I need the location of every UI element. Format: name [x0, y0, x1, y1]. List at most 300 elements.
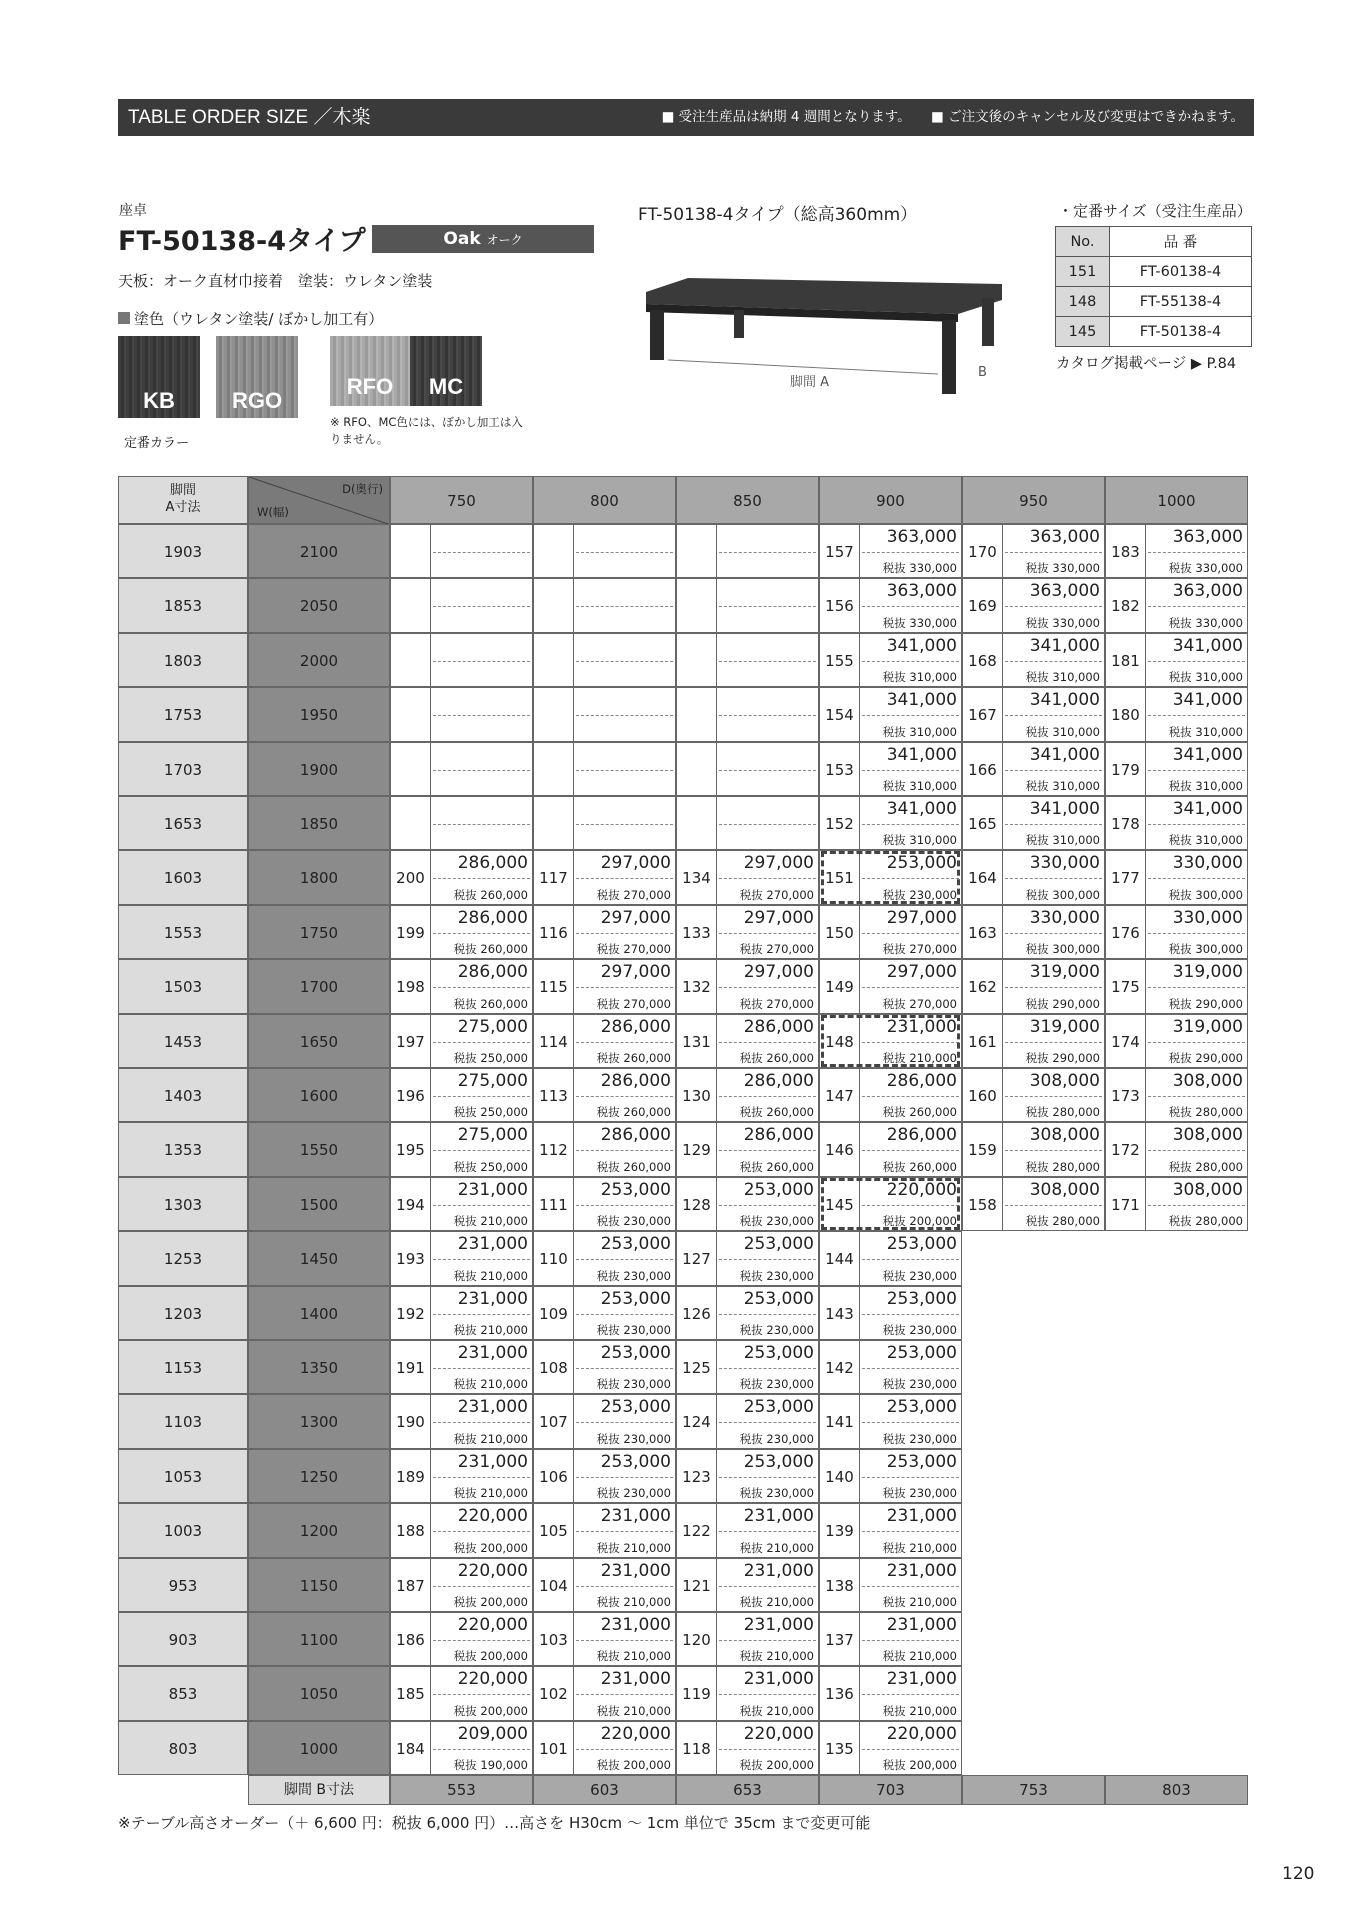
size-number: 109: [539, 1304, 568, 1323]
b-dimension-cell: [676, 1775, 819, 1805]
price-cell: [1145, 1177, 1248, 1231]
a-dimension-cell: [118, 1068, 248, 1122]
price-divider: [862, 933, 959, 934]
price-cell: [430, 1340, 533, 1394]
a-dimension-value: 1603: [163, 869, 203, 888]
size-number: 112: [539, 1141, 568, 1160]
price-cell: [573, 1394, 676, 1448]
price-without-tax: 税抜 230,000: [882, 887, 957, 902]
price-with-tax: 330,000: [1172, 907, 1243, 928]
price-divider: [862, 1314, 959, 1315]
price-cell: [430, 1122, 533, 1176]
price-grid: [118, 476, 1254, 1800]
a-dimension-value: 1753: [163, 706, 203, 725]
price-cell: [573, 796, 676, 850]
table-row: [1056, 317, 1252, 347]
table-leg-back-right: [982, 298, 994, 346]
price-cell: [573, 1449, 676, 1503]
price-without-tax: 税抜 280,000: [1025, 1214, 1100, 1229]
price-without-tax: 税抜 300,000: [1168, 942, 1243, 957]
price-divider: [576, 1259, 673, 1260]
dimension-label-b: B: [978, 365, 987, 380]
price-divider: [862, 606, 959, 607]
swatch-rfo: [330, 336, 410, 406]
a-dimension-value: 1653: [163, 815, 203, 833]
price-divider: [1005, 878, 1102, 879]
price-cell: [716, 578, 819, 632]
price-with-tax: 308,000: [1172, 1071, 1243, 1091]
price-with-tax: 286,000: [600, 1071, 671, 1091]
price-with-tax: 297,000: [886, 907, 957, 928]
price-without-tax: 税抜 290,000: [1025, 996, 1100, 1011]
size-number: 125: [682, 1359, 711, 1377]
price-without-tax: 税抜 210,000: [453, 1214, 528, 1229]
price-with-tax: 220,000: [886, 1723, 957, 1744]
size-number: 110: [539, 1250, 568, 1269]
price-divider: [1005, 1096, 1102, 1097]
size-number-cell: [533, 1612, 573, 1666]
a-dimension-cell: [118, 1122, 248, 1176]
footnote: ※テーブル高さオーダー（＋ 6,600 円：税抜 6,000 円）…高さを H30cm 〜 1cm 単位で 35cm まで変更可能: [118, 1814, 871, 1832]
table-leg-front-right: [942, 320, 956, 394]
a-dimension-cell: [118, 1721, 248, 1775]
price-with-tax: 341,000: [886, 635, 957, 656]
price-cell: [716, 1122, 819, 1176]
price-cell: [716, 796, 819, 850]
price-with-tax: 308,000: [1029, 1179, 1100, 1200]
price-cell: [430, 1612, 533, 1666]
b-dimension-label-cell: [248, 1775, 390, 1805]
price-cell: [1145, 905, 1248, 959]
price-without-tax: 税抜 330,000: [1025, 615, 1100, 630]
a-dimension-value: 1053: [163, 1467, 203, 1486]
w-dimension-value: 1350: [299, 1359, 339, 1377]
size-number-cell: [390, 1558, 430, 1612]
size-number: 147: [825, 1087, 854, 1105]
size-number: 185: [396, 1685, 425, 1704]
depth-header-label: 750: [447, 492, 476, 510]
size-number: 141: [825, 1413, 854, 1432]
price-without-tax: 税抜 230,000: [882, 1431, 957, 1446]
price-divider: [576, 552, 673, 553]
price-divider: [576, 878, 673, 879]
price-with-tax: 297,000: [600, 907, 671, 928]
price-without-tax: 税抜 310,000: [882, 670, 957, 685]
size-number-cell: [390, 905, 430, 959]
price-with-tax: 253,000: [600, 1234, 671, 1255]
size-number-cell: [390, 1612, 430, 1666]
price-divider: [719, 552, 816, 553]
swatch-rgo: [216, 336, 298, 418]
swatch-rgo-label: RGO: [231, 388, 283, 413]
swatch-mc: [410, 336, 482, 406]
price-divider: [1148, 878, 1245, 879]
size-number-cell: [1105, 1122, 1145, 1176]
price-with-tax: 231,000: [600, 1560, 671, 1581]
size-number: 183: [1111, 543, 1140, 561]
price-cell: [716, 1177, 819, 1231]
size-number-cell: [390, 1014, 430, 1068]
rfo-mc-note: ※ RFO、MC色には、ぼかし加工は入りません。: [330, 415, 523, 446]
price-with-tax: 231,000: [457, 1179, 528, 1200]
price-divider: [1148, 987, 1245, 988]
a-dimension-value: 1253: [163, 1250, 203, 1269]
price-cell: [859, 1666, 962, 1720]
w-dimension-value: 2000: [299, 651, 339, 670]
price-divider: [1005, 1205, 1102, 1206]
price-with-tax: 319,000: [1172, 1016, 1243, 1037]
size-number: 132: [682, 978, 711, 997]
size-number: 167: [968, 706, 997, 725]
price-without-tax: 税抜 210,000: [882, 1594, 957, 1609]
size-number-cell: [390, 796, 430, 850]
size-number-cell: [676, 1503, 716, 1557]
size-number-cell: [962, 524, 1002, 578]
price-with-tax: 231,000: [743, 1506, 814, 1527]
price-cell: [716, 1612, 819, 1666]
size-number-cell: [533, 524, 573, 578]
size-number-cell: [533, 959, 573, 1013]
size-number-cell: [676, 796, 716, 850]
price-cell: [1002, 1068, 1105, 1122]
price-cell: [430, 905, 533, 959]
price-cell: [859, 1068, 962, 1122]
price-with-tax: 330,000: [1029, 907, 1100, 928]
price-without-tax: 税抜 270,000: [739, 996, 814, 1011]
size-number: 103: [539, 1631, 568, 1649]
price-divider: [862, 715, 959, 716]
size-number: 155: [825, 651, 854, 670]
size-number-cell: [819, 1503, 859, 1557]
size-number-cell: [1105, 687, 1145, 741]
price-cell: [430, 1014, 533, 1068]
price-cell: [716, 742, 819, 796]
size-number-cell: [676, 1231, 716, 1285]
size-number: 111: [539, 1195, 568, 1214]
price-divider: [1005, 606, 1102, 607]
price-divider: [719, 1368, 816, 1369]
size-number: 131: [682, 1032, 711, 1051]
header-notes: [646, 99, 1244, 136]
material-badge: [372, 225, 594, 253]
price-cell: [716, 633, 819, 687]
a-dimension-value: 1203: [163, 1304, 203, 1323]
price-without-tax: 税抜 230,000: [882, 1322, 957, 1337]
size-number-cell: [819, 687, 859, 741]
size-number-cell: [1105, 1177, 1145, 1231]
size-number-cell: [1105, 1014, 1145, 1068]
size-number: 173: [1111, 1087, 1140, 1105]
size-number-cell: [819, 578, 859, 632]
price-without-tax: 税抜 260,000: [739, 1050, 814, 1065]
size-number: 124: [682, 1413, 711, 1432]
price-divider: [433, 1477, 530, 1478]
size-number: 148: [825, 1032, 854, 1051]
size-number: 198: [396, 978, 425, 997]
price-divider: [719, 1259, 816, 1260]
standard-size-highlight: [821, 851, 960, 903]
price-without-tax: 税抜 200,000: [882, 1214, 957, 1229]
price-divider: [433, 1422, 530, 1423]
size-number: 191: [396, 1359, 425, 1377]
size-number-cell: [819, 905, 859, 959]
price-cell: [1002, 742, 1105, 796]
size-number: 146: [825, 1141, 854, 1160]
price-with-tax: 253,000: [743, 1451, 814, 1472]
size-number: 189: [396, 1467, 425, 1486]
size-number-cell: [1105, 850, 1145, 904]
size-number: 152: [825, 815, 854, 833]
w-dimension-cell: [248, 1558, 390, 1612]
size-number-cell: [390, 1177, 430, 1231]
a-dimension-cell: [118, 1340, 248, 1394]
price-without-tax: 税抜 230,000: [739, 1431, 814, 1446]
price-without-tax: 税抜 310,000: [882, 833, 957, 848]
price-without-tax: 税抜 330,000: [1025, 561, 1100, 576]
a-dimension-cell: [118, 1503, 248, 1557]
size-number: 139: [825, 1522, 854, 1541]
a-dimension-cell: [118, 796, 248, 850]
price-divider: [1148, 1150, 1245, 1151]
price-cell: [716, 1286, 819, 1340]
size-number-cell: [390, 1068, 430, 1122]
a-dimension-value: 853: [168, 1685, 198, 1704]
price-divider: [576, 1477, 673, 1478]
price-without-tax: 税抜 210,000: [882, 1703, 957, 1718]
size-number-cell: [676, 1612, 716, 1666]
price-with-tax: 319,000: [1172, 962, 1243, 983]
standard-sizes-header-row: [1056, 227, 1252, 257]
size-number-cell: [390, 1503, 430, 1557]
price-divider: [1005, 1150, 1102, 1151]
price-divider: [862, 1586, 959, 1587]
price-without-tax: 税抜 230,000: [739, 1268, 814, 1283]
header-title: TABLE ORDER SIZE ／木楽: [128, 107, 371, 128]
a-dimension-cell: [118, 742, 248, 796]
price-without-tax: 税抜 200,000: [453, 1594, 528, 1609]
price-without-tax: 税抜 330,000: [1168, 561, 1243, 576]
price-without-tax: 税抜 280,000: [1025, 1105, 1100, 1120]
price-with-tax: 341,000: [886, 690, 957, 711]
price-cell: [859, 524, 962, 578]
price-cell: [430, 524, 533, 578]
standard-size-highlight: [821, 1015, 960, 1067]
price-cell: [430, 1558, 533, 1612]
b-dimension-cell: [819, 1775, 962, 1805]
price-without-tax: 税抜 230,000: [596, 1377, 671, 1392]
price-with-tax: 341,000: [886, 744, 957, 765]
size-number-cell: [819, 1286, 859, 1340]
price-divider: [719, 1749, 816, 1750]
price-without-tax: 税抜 210,000: [739, 1540, 814, 1555]
w-dimension-value: 2050: [299, 597, 339, 616]
price-with-tax: 231,000: [600, 1506, 671, 1527]
price-cell: [430, 1666, 533, 1720]
price-with-tax: 231,000: [457, 1451, 528, 1472]
size-number: 164: [968, 869, 997, 888]
price-without-tax: 税抜 230,000: [596, 1431, 671, 1446]
price-cell: [716, 1068, 819, 1122]
w-dimension-cell: [248, 850, 390, 904]
size-number-cell: [1105, 524, 1145, 578]
a-dimension-cell: [118, 1612, 248, 1666]
price-cell: [1145, 1068, 1248, 1122]
price-divider: [862, 1531, 959, 1532]
color-heading-text: 塗色（ウレタン塗装/ ぼかし加工有）: [134, 310, 384, 328]
price-cell: [573, 524, 676, 578]
size-number-cell: [390, 1394, 430, 1448]
price-without-tax: 税抜 300,000: [1025, 942, 1100, 957]
price-divider: [719, 1314, 816, 1315]
price-cell: [859, 1503, 962, 1557]
price-divider: [576, 824, 673, 825]
size-number: 142: [825, 1359, 854, 1377]
price-without-tax: 税抜 200,000: [596, 1758, 671, 1773]
price-divider: [719, 1205, 816, 1206]
price-divider: [433, 1368, 530, 1369]
standard-size-part: FT-50138-4: [1110, 317, 1252, 347]
price-with-tax: 275,000: [457, 1071, 528, 1091]
corner-a-label: 脚間 A寸法: [165, 483, 201, 515]
price-divider: [576, 933, 673, 934]
w-dimension-value: 1200: [299, 1522, 339, 1541]
price-with-tax: 231,000: [600, 1615, 671, 1635]
price-cell: [859, 1394, 962, 1448]
price-with-tax: 253,000: [886, 853, 957, 874]
price-divider: [1005, 824, 1102, 825]
size-number: 106: [539, 1467, 568, 1486]
standard-size-part: FT-60138-4: [1110, 257, 1252, 287]
price-with-tax: 231,000: [457, 1397, 528, 1418]
depth-header-label: 850: [733, 492, 762, 510]
size-number: 116: [539, 923, 568, 942]
b-dimension-value: 703: [876, 1781, 905, 1800]
price-divider: [862, 824, 959, 825]
price-cell: [573, 1122, 676, 1176]
price-cell: [859, 1558, 962, 1612]
price-cell: [573, 1286, 676, 1340]
a-dimension-cell: [118, 1231, 248, 1285]
size-number: 127: [682, 1250, 711, 1269]
size-number: 121: [682, 1576, 711, 1595]
size-number-cell: [390, 1340, 430, 1394]
price-cell: [430, 850, 533, 904]
price-cell: [573, 578, 676, 632]
price-cell: [716, 1449, 819, 1503]
size-number-cell: [676, 959, 716, 1013]
a-dimension-cell: [118, 959, 248, 1013]
size-number: 153: [825, 760, 854, 779]
price-without-tax: 税抜 210,000: [453, 1431, 528, 1446]
size-number: 119: [682, 1685, 711, 1704]
w-dimension-cell: [248, 1122, 390, 1176]
price-with-tax: 253,000: [600, 1343, 671, 1363]
price-divider: [719, 606, 816, 607]
size-number-cell: [819, 742, 859, 796]
price-divider: [576, 1150, 673, 1151]
size-number: 151: [825, 869, 854, 888]
size-number: 161: [968, 1032, 997, 1051]
size-number-cell: [676, 687, 716, 741]
w-dimension-value: 1300: [299, 1413, 339, 1432]
swatch-kb-label: KB: [143, 388, 175, 413]
price-with-tax: 209,000: [457, 1723, 528, 1744]
header-note-lead-time: ■ 受注生産品は納期 4 週間となります。: [661, 109, 911, 125]
price-with-tax: 330,000: [1029, 853, 1100, 874]
price-cell: [573, 1612, 676, 1666]
price-cell: [1145, 850, 1248, 904]
size-number-cell: [1105, 1068, 1145, 1122]
price-without-tax: 税抜 190,000: [453, 1758, 528, 1773]
size-number-cell: [1105, 905, 1145, 959]
size-number-cell: [962, 796, 1002, 850]
price-with-tax: 341,000: [1172, 744, 1243, 765]
price-cell: [859, 905, 962, 959]
price-without-tax: 税抜 210,000: [882, 1050, 957, 1065]
size-number-cell: [533, 1177, 573, 1231]
price-without-tax: 税抜 330,000: [882, 615, 957, 630]
w-dimension-cell: [248, 1231, 390, 1285]
size-number-cell: [676, 1340, 716, 1394]
size-number-cell: [676, 1666, 716, 1720]
size-number-cell: [533, 850, 573, 904]
price-cell: [573, 1177, 676, 1231]
price-with-tax: 253,000: [886, 1288, 957, 1309]
size-number-cell: [1105, 742, 1145, 796]
price-cell: [859, 959, 962, 1013]
a-dimension-value: 1153: [163, 1359, 203, 1377]
table-row: [1056, 257, 1252, 287]
size-number: 199: [396, 923, 425, 942]
w-dimension-cell: [248, 1449, 390, 1503]
price-cell: [573, 1014, 676, 1068]
standard-color-label: 定番カラー: [124, 436, 190, 451]
depth-header-1000: [1105, 476, 1248, 524]
price-cell: [573, 742, 676, 796]
size-number-cell: [819, 524, 859, 578]
price-cell: [859, 796, 962, 850]
size-number-cell: [819, 1449, 859, 1503]
price-cell: [573, 1340, 676, 1394]
price-divider: [719, 824, 816, 825]
size-number-cell: [819, 1558, 859, 1612]
price-without-tax: 税抜 310,000: [1025, 670, 1100, 685]
price-with-tax: 253,000: [600, 1397, 671, 1418]
a-dimension-value: 1403: [163, 1087, 203, 1105]
price-with-tax: 286,000: [886, 1071, 957, 1091]
a-dimension-value: 1903: [163, 543, 203, 561]
price-without-tax: 税抜 210,000: [882, 1540, 957, 1555]
a-dimension-value: 903: [168, 1631, 198, 1649]
price-without-tax: 税抜 310,000: [1025, 778, 1100, 793]
size-number-cell: [962, 1177, 1002, 1231]
a-dimension-cell: [118, 1449, 248, 1503]
price-without-tax: 税抜 210,000: [453, 1486, 528, 1501]
size-number-cell: [819, 1721, 859, 1775]
price-cell: [859, 1286, 962, 1340]
price-cell: [573, 1558, 676, 1612]
size-number-cell: [390, 742, 430, 796]
price-cell: [859, 687, 962, 741]
size-number-cell: [533, 633, 573, 687]
price-cell: [573, 850, 676, 904]
price-cell: [859, 742, 962, 796]
standard-size-highlight: [821, 1178, 960, 1230]
size-number: 175: [1111, 978, 1140, 997]
a-dimension-value: 1503: [163, 978, 203, 997]
depth-header-950: [962, 476, 1105, 524]
price-without-tax: 税抜 270,000: [882, 996, 957, 1011]
